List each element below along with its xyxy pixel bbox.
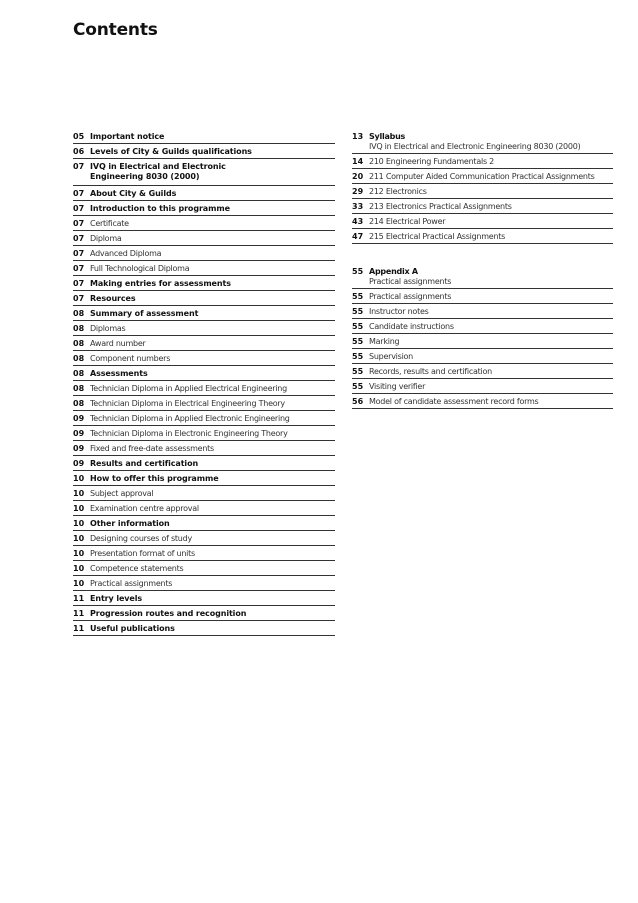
page-number: 07 [73, 264, 85, 273]
entry-label: Supervision [369, 352, 413, 361]
page-number: 55 [352, 267, 364, 276]
entry-label: Useful publications [90, 624, 175, 633]
page-number: 08 [73, 309, 85, 318]
entry-label: Summary of assessment [90, 309, 199, 318]
page-number: 08 [73, 399, 85, 408]
toc-left-column [73, 129, 335, 636]
toc-entry[interactable] [73, 129, 335, 144]
page-number: 08 [73, 339, 85, 348]
toc-entry[interactable] [73, 441, 335, 456]
toc-entry[interactable] [73, 621, 335, 636]
entry-label: 215 Electrical Practical Assignments [369, 232, 506, 241]
entry-label: Results and certification [90, 459, 199, 468]
page-number: 09 [73, 459, 85, 468]
entry-label: Syllabus [369, 132, 406, 141]
page-number: 33 [352, 202, 364, 211]
toc-entry[interactable] [73, 456, 335, 471]
page-number: 07 [73, 279, 85, 288]
section-gap [352, 244, 613, 264]
toc-entry[interactable] [73, 246, 335, 261]
entry-sublabel: Practical assignments [369, 277, 452, 286]
page-number: 10 [73, 474, 85, 483]
toc-entry[interactable] [73, 186, 335, 201]
entry-label: Technician Diploma in Applied Electrical Engineering [90, 384, 287, 393]
toc-entry[interactable] [352, 394, 613, 409]
toc-entry[interactable] [73, 159, 335, 186]
page-number: 13 [352, 132, 364, 141]
entry-label: 214 Electrical Power [369, 217, 446, 226]
entry-label: Component numbers [90, 354, 171, 363]
page-number: 05 [73, 132, 85, 141]
toc-entry[interactable] [73, 381, 335, 396]
page-number: 56 [352, 397, 364, 406]
page-number: 08 [73, 369, 85, 378]
toc-entry[interactable] [73, 426, 335, 441]
page-number: 10 [73, 534, 85, 543]
entry-label: Designing courses of study [90, 534, 192, 543]
toc-entry[interactable] [352, 169, 613, 184]
entry-label: Important notice [90, 132, 165, 141]
page-number: 09 [73, 414, 85, 423]
page-number: 55 [352, 367, 364, 376]
entry-label: Technician Diploma in Electrical Engineering Theory [90, 399, 285, 408]
entry-label: Subject approval [90, 489, 154, 498]
toc-entry[interactable] [352, 214, 613, 229]
entry-label: Resources [90, 294, 136, 303]
entry-label: Assessments [90, 369, 148, 378]
page-number: 29 [352, 187, 364, 196]
toc-entry[interactable] [73, 531, 335, 546]
entry-label: Certificate [90, 219, 129, 228]
entry-label: Diplomas [90, 324, 126, 333]
toc-entry[interactable] [352, 319, 613, 334]
entry-label: Model of candidate assessment record forms [369, 397, 539, 406]
toc-entry[interactable] [73, 261, 335, 276]
toc-entry[interactable] [73, 351, 335, 366]
entry-label: Records, results and certification [369, 367, 492, 376]
page-number: 55 [352, 382, 364, 391]
toc-entry[interactable] [352, 364, 613, 379]
page-number: 10 [73, 519, 85, 528]
entry-label: Instructor notes [369, 307, 429, 316]
toc-entry[interactable] [352, 184, 613, 199]
page-number: 06 [73, 147, 85, 156]
entry-label: Examination centre approval [90, 504, 199, 513]
toc-entry[interactable] [73, 306, 335, 321]
page-number: 07 [73, 294, 85, 303]
toc-entry-appendix-a[interactable] [352, 264, 613, 289]
page-number: 10 [73, 549, 85, 558]
page-number: 55 [352, 292, 364, 301]
toc-entry[interactable] [73, 546, 335, 561]
page-number: 55 [352, 352, 364, 361]
entry-label: Full Technological Diploma [90, 264, 190, 273]
entry-label: Introduction to this programme [90, 204, 230, 213]
entry-label: Fixed and free-date assessments [90, 444, 214, 453]
entry-label: 210 Engineering Fundamentals 2 [369, 157, 494, 166]
toc-entry[interactable] [352, 199, 613, 214]
page-number: 11 [73, 609, 85, 618]
entry-label: Presentation format of units [90, 549, 195, 558]
entry-label: 211 Computer Aided Communication Practical Assignments [369, 172, 595, 181]
toc-entry[interactable] [73, 291, 335, 306]
entry-label: Visiting verifier [369, 382, 426, 391]
page-number: 08 [73, 354, 85, 363]
toc-entry[interactable] [73, 144, 335, 159]
page-number: 14 [352, 157, 364, 166]
page-number: 43 [352, 217, 364, 226]
page-title: Contents [73, 20, 158, 40]
toc-entry-syllabus[interactable] [352, 129, 613, 154]
page-number: 55 [352, 337, 364, 346]
toc-entry[interactable] [73, 321, 335, 336]
toc-entry[interactable] [73, 366, 335, 381]
page-number: 55 [352, 322, 364, 331]
toc-entry[interactable] [352, 154, 613, 169]
entry-sublabel: IVQ in Electrical and Electronic Engineering 8030 (2000) [369, 142, 581, 151]
entry-label: Appendix A [369, 267, 418, 276]
toc-entry[interactable] [352, 229, 613, 244]
toc-entry[interactable] [73, 576, 335, 591]
toc-entry[interactable] [73, 201, 335, 216]
entry-label: 212 Electronics [369, 187, 427, 196]
entry-label: Technician Diploma in Electronic Engineering Theory [90, 429, 288, 438]
toc-entry[interactable] [73, 231, 335, 246]
toc-entry[interactable] [73, 486, 335, 501]
entry-label: 213 Electronics Practical Assignments [369, 202, 512, 211]
entry-label: Entry levels [90, 594, 143, 603]
page-number: 10 [73, 579, 85, 588]
toc-entry[interactable] [73, 591, 335, 606]
toc-entry[interactable] [73, 276, 335, 291]
toc-entry[interactable] [73, 411, 335, 426]
page-number: 10 [73, 489, 85, 498]
page-number: 07 [73, 204, 85, 213]
toc-entry[interactable] [352, 349, 613, 364]
page-number: 47 [352, 232, 364, 241]
entry-label: Candidate instructions [369, 322, 454, 331]
toc-entry[interactable] [73, 501, 335, 516]
page-number: 09 [73, 429, 85, 438]
entry-label: Advanced Diploma [90, 249, 162, 258]
toc-entry[interactable] [73, 516, 335, 531]
toc-entry[interactable] [73, 471, 335, 486]
page-number: 09 [73, 444, 85, 453]
toc-entry[interactable] [352, 379, 613, 394]
page-number: 08 [73, 324, 85, 333]
toc-entry[interactable] [73, 396, 335, 411]
page-number: 07 [73, 189, 85, 198]
page-number: 11 [73, 594, 85, 603]
entry-label: Other information [90, 519, 170, 528]
toc-entry[interactable] [73, 606, 335, 621]
toc-entry[interactable] [73, 336, 335, 351]
entry-label: Award number [90, 339, 146, 348]
page-number: 07 [73, 234, 85, 243]
page-number: 07 [73, 162, 85, 171]
entry-label: Diploma [90, 234, 122, 243]
page-number: 10 [73, 504, 85, 513]
entry-label: Making entries for assessments [90, 279, 231, 288]
entry-label: Technician Diploma in Applied Electronic Engineering [90, 414, 290, 423]
toc-entry[interactable] [352, 334, 613, 349]
toc-entry[interactable] [73, 216, 335, 231]
appendix-list [352, 289, 613, 409]
toc-entry[interactable] [73, 561, 335, 576]
page-number: 11 [73, 624, 85, 633]
entry-label: Competence statements [90, 564, 184, 573]
entry-label: Progression routes and recognition [90, 609, 247, 618]
page-number: 10 [73, 564, 85, 573]
page-number: 07 [73, 249, 85, 258]
page-number: 07 [73, 219, 85, 228]
entry-label: Practical assignments [369, 292, 452, 301]
entry-label: Practical assignments [90, 579, 173, 588]
page-number: 08 [73, 384, 85, 393]
entry-label: Levels of City & Guilds qualifications [90, 147, 252, 156]
toc-right-column [352, 129, 613, 409]
page-number: 20 [352, 172, 364, 181]
toc-entry[interactable] [352, 289, 613, 304]
syllabus-list [352, 154, 613, 244]
toc-entry[interactable] [352, 304, 613, 319]
page-number: 55 [352, 307, 364, 316]
entry-label: IVQ in Electrical and Electronic Engineering 8030 (2000) [90, 162, 226, 181]
entry-label: Marking [369, 337, 400, 346]
entry-label: About City & Guilds [90, 189, 177, 198]
entry-label: How to offer this programme [90, 474, 219, 483]
